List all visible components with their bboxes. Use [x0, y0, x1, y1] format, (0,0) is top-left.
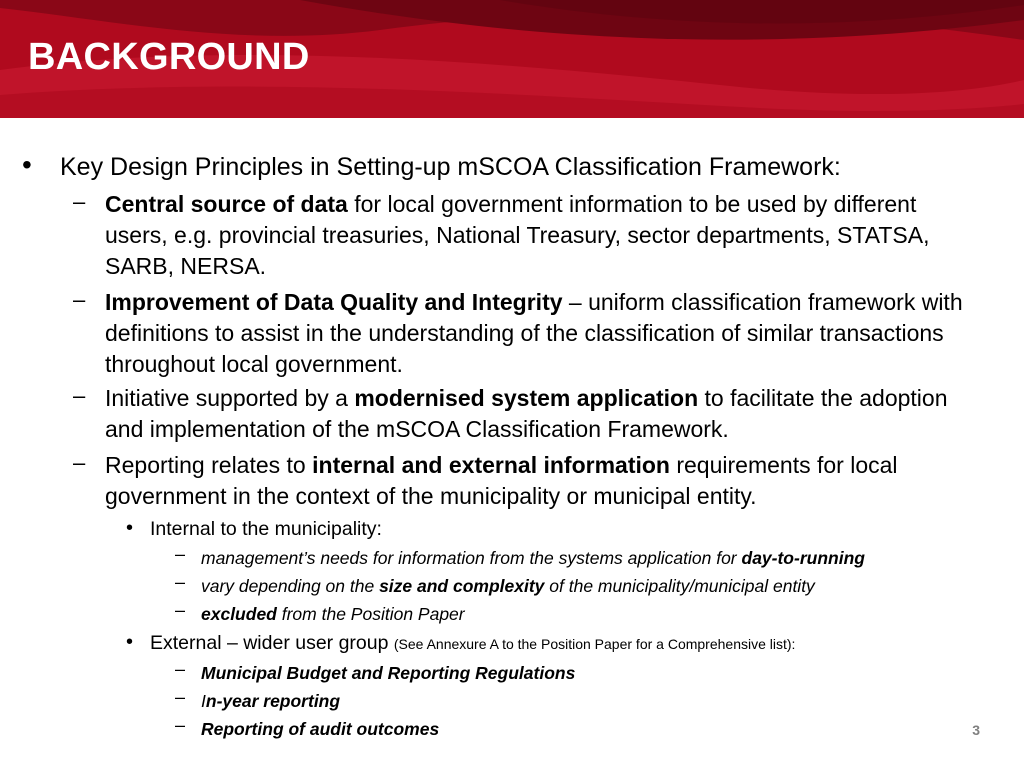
- dash-marker: –: [73, 450, 86, 475]
- body-text: for local government information to be used by different users, e.g. provincial treasuries, National Treasury, sector departments, STATSA, SARB, NERSA.: [105, 191, 930, 279]
- dash-marker: –: [175, 600, 186, 620]
- detail-excluded: [175, 600, 991, 626]
- bold-text: excluded: [201, 604, 277, 624]
- bold-text: Reporting of audit outcomes: [201, 719, 440, 739]
- dash-marker: –: [175, 659, 186, 679]
- detail-size-complexity: [175, 572, 991, 598]
- body-text: External – wider user group: [150, 632, 394, 654]
- detail-audit-outcomes: [175, 715, 991, 741]
- detail-management-needs: [175, 544, 991, 570]
- bold-text: size and complexity: [379, 576, 545, 596]
- bold-text: Improvement of Data Quality and Integrity: [105, 289, 563, 315]
- bold-text: modernised system application: [354, 385, 699, 411]
- bold-text: internal and external information: [312, 452, 670, 478]
- body-text: I: [201, 691, 206, 711]
- body-text: vary depending on the: [201, 576, 380, 596]
- sub-bullet-system-application: [73, 383, 985, 445]
- detail-budget-regulations: [175, 659, 991, 685]
- bullet-marker: •: [22, 149, 32, 180]
- bold-text: Municipal Budget and Reporting Regulations: [201, 663, 576, 683]
- bold-text: day-to-running: [741, 548, 865, 568]
- bullet-text: Key Design Principles in Setting-up mSCOA Classification Framework:: [60, 153, 841, 181]
- page-number: 3: [972, 722, 980, 738]
- bullet-key-design-principles: [22, 149, 990, 182]
- dash-marker: –: [73, 189, 86, 214]
- body-text: management’s needs for information from the systems application for: [201, 548, 742, 568]
- body-text: from the Position Paper: [276, 604, 465, 624]
- body-text: requirements for local government in the context of the municipality or municipal entity.: [105, 452, 898, 509]
- bullet-marker: •: [126, 631, 134, 653]
- slide-title: BACKGROUND: [28, 36, 310, 78]
- annexure-note: (See Annexure A to the Position Paper for a Comprehensive list):: [393, 636, 796, 652]
- body-text: of the municipality/municipal entity: [544, 576, 815, 596]
- sub-bullet-reporting: [73, 450, 985, 512]
- body-text: – uniform classification framework with definitions to assist in the understanding of the classification of similar transactions throughout local government.: [105, 289, 963, 377]
- dash-marker: –: [73, 383, 86, 408]
- sub-sub-bullet-internal: [126, 516, 970, 542]
- dash-marker: –: [175, 715, 186, 735]
- sub-bullet-central-source: [73, 189, 985, 282]
- detail-in-year-reporting: [175, 687, 991, 713]
- bullet-marker: •: [126, 517, 134, 539]
- body-text: Reporting relates to: [105, 452, 313, 478]
- dash-marker: –: [175, 687, 186, 707]
- body-text: Initiative supported by a: [105, 385, 355, 411]
- dash-marker: –: [175, 572, 186, 592]
- bold-text: n-year reporting: [205, 691, 341, 711]
- body-text: to facilitate the adoption and implementation of the mSCOA Classification Framework.: [105, 385, 948, 442]
- sub-bullet-data-quality: [73, 287, 985, 380]
- bold-text: Central source of data: [105, 191, 348, 217]
- sub-sub-bullet-external: [126, 630, 970, 657]
- body-text: Internal to the municipality:: [150, 518, 382, 540]
- title-banner: [0, 0, 1024, 118]
- dash-marker: –: [175, 544, 186, 564]
- dash-marker: –: [73, 287, 86, 312]
